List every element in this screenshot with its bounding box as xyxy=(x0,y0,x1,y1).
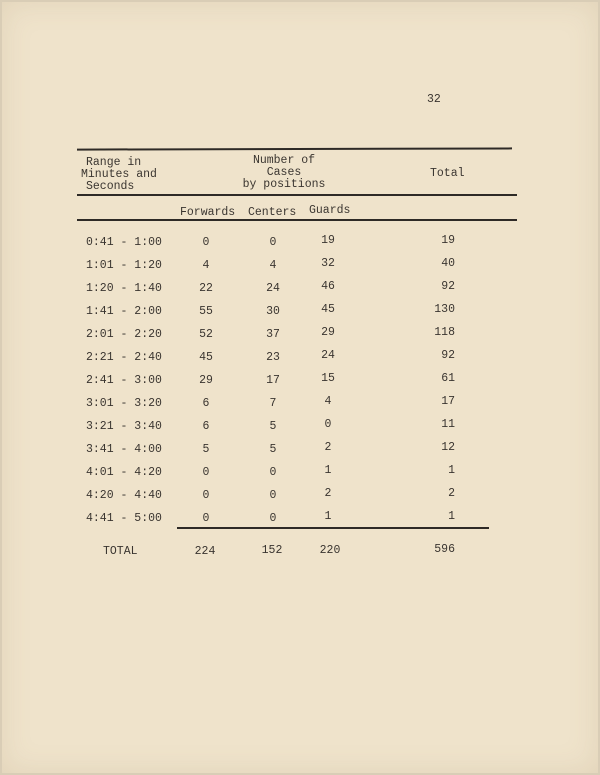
header-total: Total xyxy=(430,167,465,180)
cell-forwards: 45 xyxy=(199,351,213,364)
cell-range: 2:01 - 2:20 xyxy=(86,328,162,341)
cell-guards: 0 xyxy=(324,418,332,431)
cell-range: 4:41 - 5:00 xyxy=(86,512,162,525)
rule-top xyxy=(77,147,512,150)
cell-centers: 30 xyxy=(266,305,280,318)
cell-guards: 2 xyxy=(324,487,332,500)
cell-total: 61 xyxy=(441,372,455,385)
cell-centers: 0 xyxy=(269,466,277,479)
header-range-1: Range in xyxy=(86,156,142,169)
cell-forwards: 0 xyxy=(202,236,210,249)
cell-forwards: 5 xyxy=(202,443,210,456)
cell-range: 4:20 - 4:40 xyxy=(86,489,162,502)
cell-forwards: 6 xyxy=(202,397,210,410)
cell-guards: 1 xyxy=(324,510,332,523)
page-number: 32 xyxy=(427,93,441,106)
rule-subheader xyxy=(77,219,517,221)
subheader-forwards: Forwards xyxy=(180,206,236,219)
cell-range: 2:41 - 3:00 xyxy=(86,374,162,387)
cell-centers: 4 xyxy=(269,259,277,272)
subheader-centers: Centers xyxy=(248,206,297,219)
cell-centers: 0 xyxy=(269,236,277,249)
header-cases-1: Number of xyxy=(252,154,316,167)
cell-guards: 32 xyxy=(321,257,335,270)
cell-centers: 7 xyxy=(269,397,277,410)
cell-guards: 1 xyxy=(324,464,332,477)
cell-centers: 23 xyxy=(266,351,280,364)
cell-forwards: 6 xyxy=(202,420,210,433)
cell-total: 130 xyxy=(434,303,455,316)
cell-guards: 2 xyxy=(324,441,332,454)
cell-guards: 29 xyxy=(321,326,335,339)
header-range-2: Minutes and xyxy=(81,168,157,181)
rule-total xyxy=(177,527,489,529)
cell-guards: 24 xyxy=(321,349,335,362)
cell-total: 92 xyxy=(441,349,455,362)
total-forwards: 224 xyxy=(194,545,216,558)
total-centers: 152 xyxy=(261,544,283,557)
cell-guards: 46 xyxy=(321,280,335,293)
cell-total: 12 xyxy=(441,441,455,454)
cell-forwards: 52 xyxy=(199,328,213,341)
cell-range: 1:20 - 1:40 xyxy=(86,282,162,295)
cell-total: 2 xyxy=(448,487,455,500)
cell-guards: 45 xyxy=(321,303,335,316)
cell-total: 17 xyxy=(441,395,455,408)
cell-total: 1 xyxy=(448,510,455,523)
cell-range: 3:01 - 3:20 xyxy=(86,397,162,410)
cell-centers: 0 xyxy=(269,489,277,502)
cell-centers: 17 xyxy=(266,374,280,387)
cell-range: 2:21 - 2:40 xyxy=(86,351,162,364)
cell-guards: 4 xyxy=(324,395,332,408)
cell-forwards: 0 xyxy=(202,489,210,502)
header-cases-2: Cases xyxy=(266,166,302,179)
cell-forwards: 55 xyxy=(199,305,213,318)
header-range-3: Seconds xyxy=(86,180,135,193)
cell-centers: 5 xyxy=(269,443,277,456)
cell-total: 40 xyxy=(441,257,455,270)
rule-header xyxy=(77,194,517,196)
subheader-guards: Guards xyxy=(309,204,351,217)
cell-centers: 0 xyxy=(269,512,277,525)
cell-total: 1 xyxy=(448,464,455,477)
total-total: 596 xyxy=(434,543,455,556)
cell-range: 4:01 - 4:20 xyxy=(86,466,162,479)
cell-range: 1:01 - 1:20 xyxy=(86,259,162,272)
cell-range: 0:41 - 1:00 xyxy=(86,236,162,249)
cell-centers: 5 xyxy=(269,420,277,433)
cell-range: 3:41 - 4:00 xyxy=(86,443,162,456)
cell-total: 19 xyxy=(441,234,455,247)
cell-forwards: 29 xyxy=(199,374,213,387)
cell-total: 11 xyxy=(441,418,455,431)
cell-forwards: 22 xyxy=(199,282,213,295)
cell-guards: 15 xyxy=(321,372,335,385)
cell-forwards: 0 xyxy=(202,512,210,525)
header-cases-3: by positions xyxy=(242,178,326,191)
total-guards: 220 xyxy=(319,544,341,557)
cell-centers: 37 xyxy=(266,328,280,341)
cell-forwards: 0 xyxy=(202,466,210,479)
cell-range: 3:21 - 3:40 xyxy=(86,420,162,433)
cell-guards: 19 xyxy=(321,234,335,247)
cell-range: 1:41 - 2:00 xyxy=(86,305,162,318)
cell-centers: 24 xyxy=(266,282,280,295)
cell-forwards: 4 xyxy=(202,259,210,272)
cell-total: 118 xyxy=(434,326,455,339)
total-label: TOTAL xyxy=(103,545,138,558)
cell-total: 92 xyxy=(441,280,455,293)
document-page xyxy=(2,2,598,773)
